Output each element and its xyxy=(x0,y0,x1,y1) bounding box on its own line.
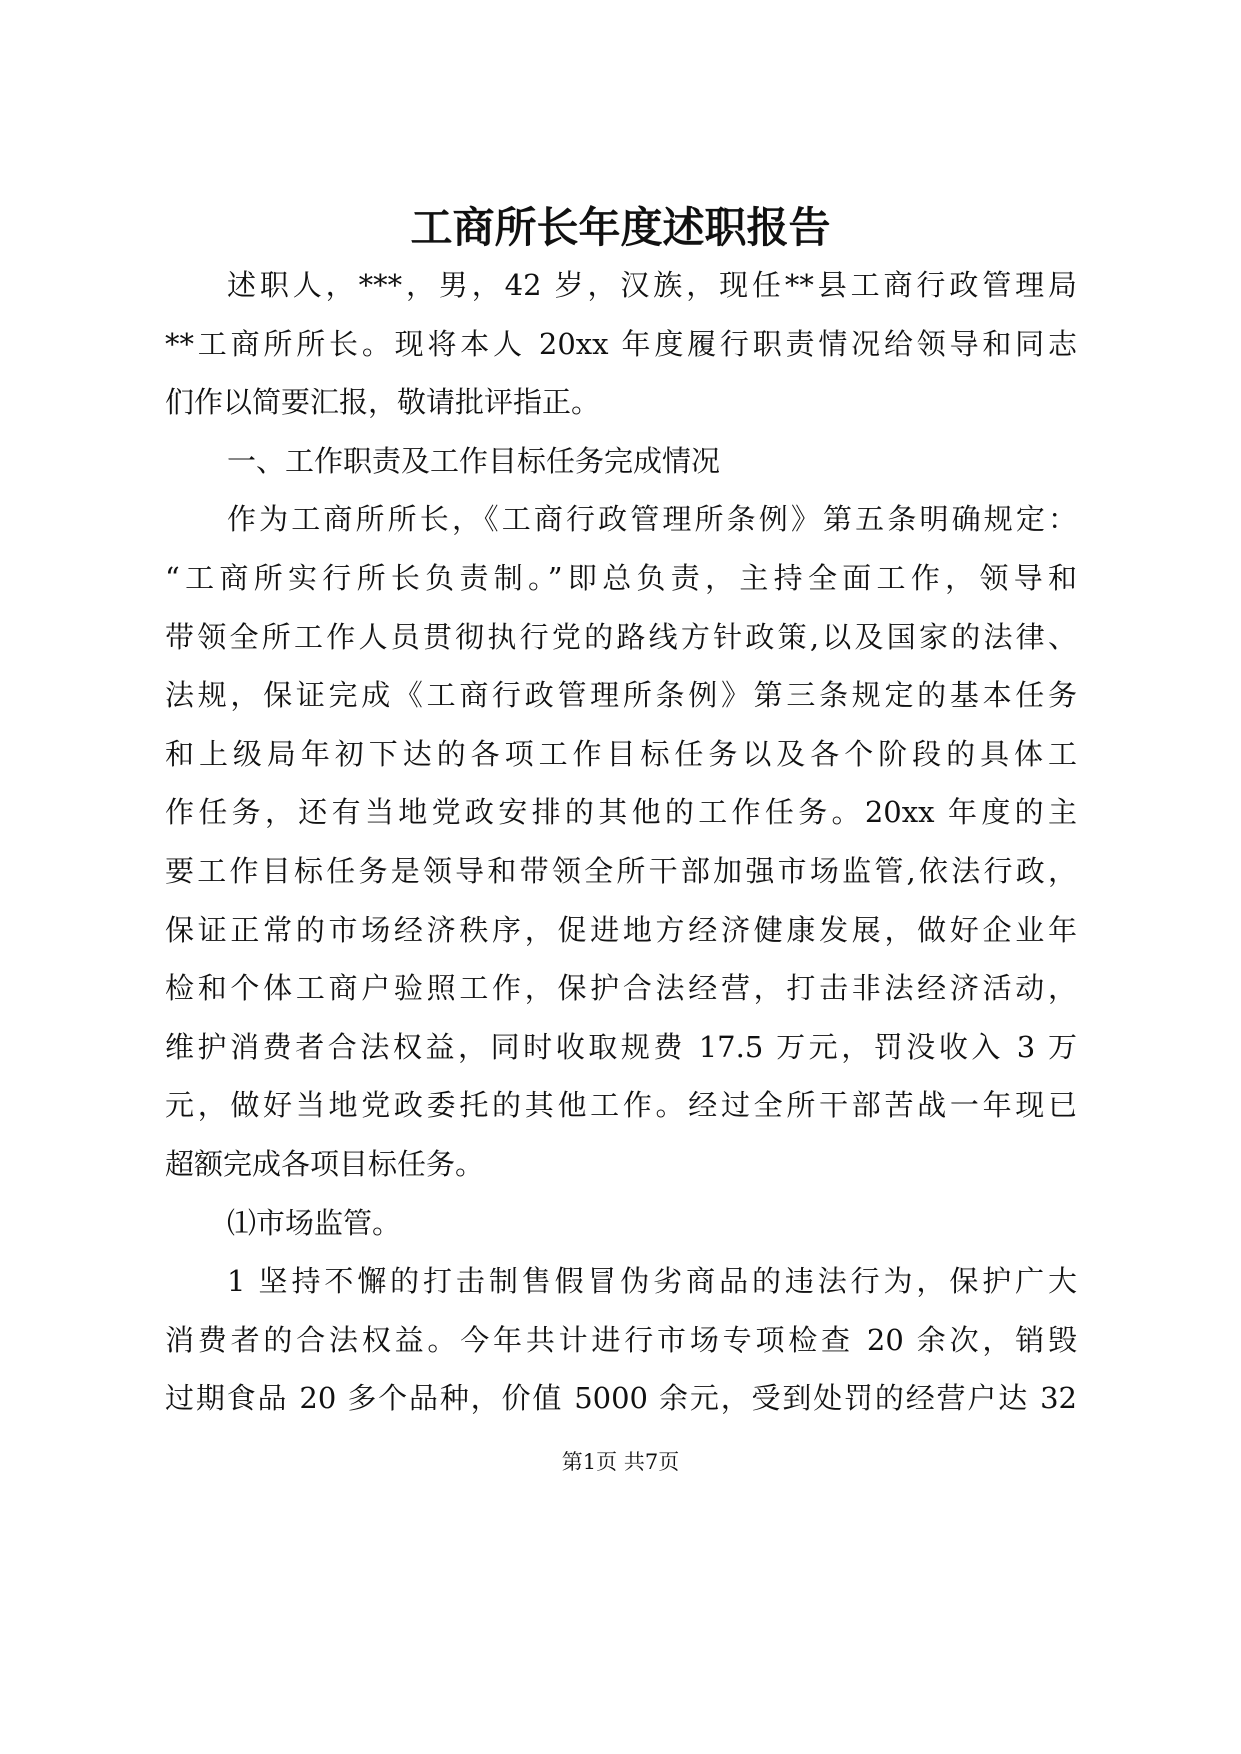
paragraph-line: 要工作目标任务是领导和带领全所干部加强市场监管,依法行政， xyxy=(165,853,1077,888)
document-body xyxy=(165,256,1077,1428)
paragraph-line: 消费者的合法权益。今年共计进行市场专项检查 20 余次，销毁 xyxy=(165,1322,1077,1357)
paragraph-line: **工商所所长。现将本人 20xx 年度履行职责情况给领导和同志 xyxy=(165,326,1077,361)
document-title: 工商所长年度述职报告 xyxy=(410,203,831,252)
paragraph-line: 述职人，***，男，42 岁，汉族，现任**县工商行政管理局 xyxy=(227,268,1077,302)
paragraph-line: 法规，保证完成《工商行政管理所条例》第三条规定的基本任务 xyxy=(165,678,1077,713)
paragraph-line: 作为工商所所长，《工商行政管理所条例》第五条明确规定： xyxy=(227,502,1077,537)
page-number-footer: 第1页 共7页 xyxy=(561,1450,680,1474)
paragraph-line: 带领全所工作人员贯彻执行党的路线方针政策,以及国家的法律、 xyxy=(165,619,1077,654)
section-heading: 一、工作职责及工作目标任务完成情况 xyxy=(227,443,721,478)
paragraph-line: 过期食品 20 多个品种，价值 5000 余元，受到处罚的经营户达 32 xyxy=(165,1381,1077,1416)
paragraph-line: 超额完成各项目标任务。 xyxy=(165,1146,485,1181)
paragraph-line: 作任务，还有当地党政安排的其他的工作任务。20xx 年度的主 xyxy=(165,795,1077,830)
subsection-heading: ⑴市场监管。 xyxy=(227,1205,402,1240)
paragraph-line: 和上级局年初下达的各项工作目标任务以及各个阶段的具体工 xyxy=(165,736,1077,771)
paragraph-line: 检和个体工商户验照工作，保护合法经营，打击非法经济活动， xyxy=(165,971,1077,1006)
paragraph-line: 保证正常的市场经济秩序，促进地方经济健康发展，做好企业年 xyxy=(165,912,1077,947)
paragraph-line: 1 坚持不懈的打击制售假冒伪劣商品的违法行为，保护广大 xyxy=(227,1264,1077,1299)
paragraph-line: 们作以简要汇报，敬请批评指正。 xyxy=(165,385,601,420)
paragraph-line: “工商所实行所长负责制。”即总负责，主持全面工作，领导和 xyxy=(165,560,1077,595)
paragraph-line: 维护消费者合法权益，同时收取规费 17.5 万元，罚没收入 3 万 xyxy=(165,1029,1077,1064)
paragraph-line: 元，做好当地党政委托的其他工作。经过全所干部苦战一年现已 xyxy=(165,1088,1077,1123)
